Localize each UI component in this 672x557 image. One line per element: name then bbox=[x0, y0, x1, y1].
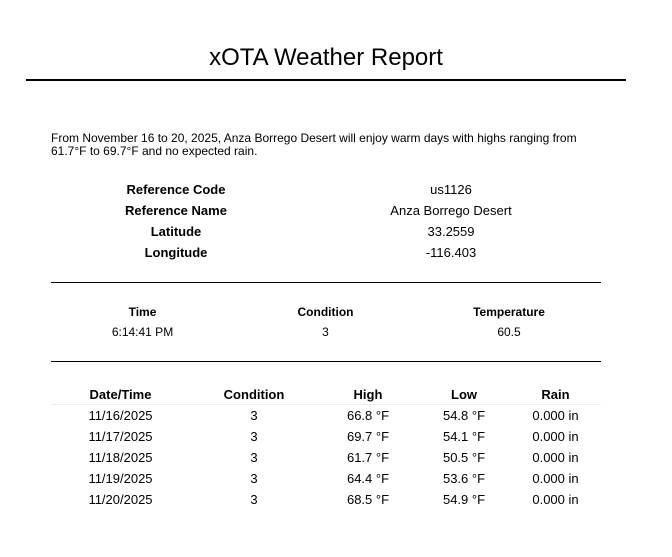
forecast-rain: 0.000 in bbox=[532, 429, 579, 444]
table-row bbox=[51, 447, 601, 468]
forecast-header-row bbox=[51, 384, 601, 405]
forecast-rain-header: Rain bbox=[510, 384, 601, 405]
forecast-condition-header: Condition bbox=[190, 384, 318, 405]
report-title: xOTA Weather Report bbox=[209, 44, 443, 71]
forecast-low-header: Low bbox=[418, 384, 510, 405]
forecast-high: 66.8 °F bbox=[346, 408, 390, 423]
title-divider bbox=[26, 79, 626, 81]
section-divider bbox=[51, 282, 601, 283]
current-values-row bbox=[51, 322, 601, 342]
reference-name-label: Reference Name bbox=[125, 203, 227, 218]
forecast-date: 11/19/2025 bbox=[88, 471, 153, 486]
forecast-condition: 3 bbox=[250, 429, 258, 444]
current-condition-header: Condition bbox=[297, 305, 354, 319]
reference-name-value: Anza Borrego Desert bbox=[390, 203, 512, 218]
current-header-row bbox=[51, 302, 601, 322]
forecast-condition: 3 bbox=[250, 471, 258, 486]
table-row bbox=[51, 426, 601, 447]
reference-table bbox=[51, 179, 601, 263]
section-divider bbox=[51, 361, 601, 362]
forecast-date: 11/18/2025 bbox=[88, 450, 153, 465]
longitude-row bbox=[51, 242, 601, 263]
reference-name-row bbox=[51, 200, 601, 221]
current-condition: 3 bbox=[322, 325, 329, 339]
forecast-high-header: High bbox=[318, 384, 418, 405]
current-time-header: Time bbox=[128, 305, 157, 319]
forecast-date: 11/17/2025 bbox=[88, 429, 153, 444]
forecast-low: 54.9 °F bbox=[442, 492, 486, 507]
table-row bbox=[51, 489, 601, 510]
forecast-date: 11/20/2025 bbox=[88, 492, 153, 507]
forecast-low: 54.1 °F bbox=[442, 429, 486, 444]
current-temperature-header: Temperature bbox=[473, 305, 545, 319]
forecast-summary: From November 16 to 20, 2025, Anza Borrego Desert will enjoy warm days with highs ranging from 61.7°F to 69.7°F and no expected rain. bbox=[51, 131, 577, 158]
forecast-low: 50.5 °F bbox=[442, 450, 486, 465]
forecast-rain: 0.000 in bbox=[532, 450, 579, 465]
table-row bbox=[51, 405, 601, 427]
forecast-high: 64.4 °F bbox=[346, 471, 390, 486]
forecast-low: 54.8 °F bbox=[442, 408, 486, 423]
current-time: 6:14:41 PM bbox=[111, 325, 174, 339]
forecast-condition: 3 bbox=[250, 492, 258, 507]
latitude-value: 33.2559 bbox=[427, 224, 475, 239]
latitude-row bbox=[51, 221, 601, 242]
forecast-date: 11/16/2025 bbox=[88, 408, 153, 423]
longitude-value: -116.403 bbox=[425, 245, 477, 260]
table-row bbox=[51, 468, 601, 489]
forecast-rain: 0.000 in bbox=[532, 471, 579, 486]
forecast-condition: 3 bbox=[250, 450, 258, 465]
forecast-condition: 3 bbox=[250, 408, 258, 423]
reference-code-label: Reference Code bbox=[126, 182, 226, 197]
forecast-high: 68.5 °F bbox=[346, 492, 390, 507]
current-conditions-table bbox=[51, 302, 601, 342]
forecast-high: 61.7 °F bbox=[346, 450, 390, 465]
forecast-table bbox=[51, 384, 601, 510]
reference-code-row bbox=[51, 179, 601, 200]
reference-code-value: us1126 bbox=[430, 182, 472, 197]
forecast-rain: 0.000 in bbox=[532, 408, 579, 423]
forecast-low: 53.6 °F bbox=[442, 471, 486, 486]
latitude-label: Latitude bbox=[150, 224, 202, 239]
forecast-rain: 0.000 in bbox=[532, 492, 579, 507]
forecast-high: 69.7 °F bbox=[346, 429, 390, 444]
longitude-label: Longitude bbox=[144, 245, 208, 260]
forecast-date-header: Date/Time bbox=[51, 384, 190, 405]
current-temperature: 60.5 bbox=[497, 325, 521, 339]
